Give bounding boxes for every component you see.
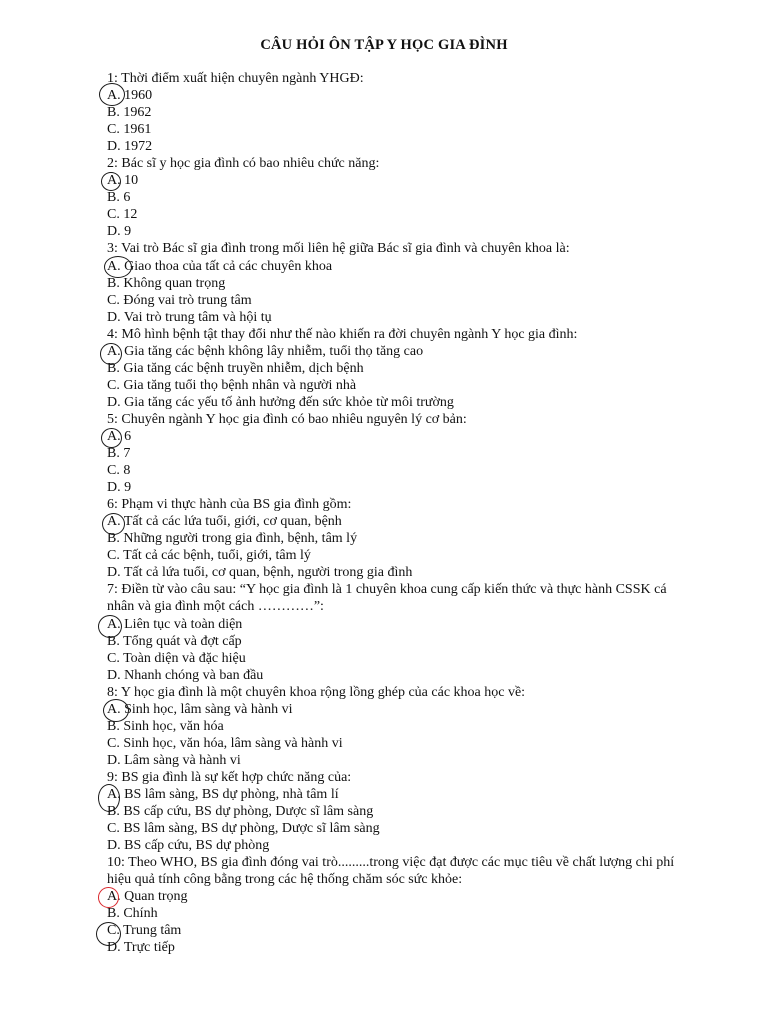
option-letter: A. — [107, 343, 121, 359]
option-text: Tất cả lứa tuổi, cơ quan, bệnh, người trong gia đình — [123, 565, 413, 581]
option-text: Giao thoa của tất cả các chuyên khoa — [124, 258, 333, 274]
option-text: 10 — [124, 173, 139, 189]
answer-option — [107, 888, 707, 905]
option-letter: A. — [107, 889, 121, 905]
answer-option — [107, 428, 707, 445]
option-letter: A. — [107, 616, 121, 632]
option-text: 7 — [123, 446, 131, 462]
option-letter: B. — [107, 718, 120, 734]
option-text: Gia tăng các bệnh không lây nhiễm, tuổi thọ tăng cao — [124, 343, 424, 359]
option-letter: A. — [107, 173, 121, 189]
answer-option — [107, 922, 707, 939]
option-letter: C. — [107, 207, 120, 223]
option-letter: A. — [107, 258, 121, 274]
question-text: 6: Phạm vi thực hành của BS gia đình gồm: — [107, 497, 352, 513]
option-letter: D. — [107, 752, 121, 768]
option-text: Trung tâm — [123, 923, 182, 939]
question-block — [107, 581, 707, 683]
question-text: 8: Y học gia đình là một chuyên khoa rộng lồng ghép của các khoa học về: — [107, 684, 526, 700]
option-letter: C. — [107, 735, 120, 751]
answer-option — [107, 206, 707, 223]
option-text: Chính — [123, 906, 158, 922]
answer-option — [107, 513, 707, 530]
option-text: Sinh học, văn hóa — [123, 718, 224, 734]
option-text: Gia tăng các bệnh truyền nhiễm, dịch bệnh — [123, 360, 364, 376]
answer-option — [107, 292, 707, 309]
option-text: Lâm sàng và hành vi — [124, 752, 241, 768]
answer-option — [107, 820, 707, 837]
answer-option — [107, 87, 707, 104]
option-text: Đóng vai trò trung tâm — [123, 292, 252, 308]
answer-option — [107, 445, 707, 462]
option-letter: C. — [107, 463, 120, 479]
option-text: Quan trọng — [124, 889, 188, 905]
option-text: 6 — [123, 190, 131, 206]
option-text: Sinh học, văn hóa, lâm sàng và hành vi — [123, 735, 343, 751]
option-letter: A. — [107, 428, 121, 444]
option-letter: B. — [107, 531, 120, 547]
answer-option — [107, 138, 707, 155]
option-text: BS cấp cứu, BS dự phòng — [124, 838, 270, 854]
option-text: 6 — [124, 428, 132, 444]
answer-option — [107, 616, 707, 633]
option-text: Những người trong gia đình, bệnh, tâm lý — [123, 531, 358, 547]
option-letter: C. — [107, 923, 120, 939]
option-letter: C. — [107, 122, 120, 138]
answer-option — [107, 394, 707, 411]
question-block — [107, 70, 707, 155]
question-text: 10: Theo WHO, BS gia đình đóng vai trò.........trong việc đạt được các mục tiêu về chất lượng chi phí hiệu quả tính công bằng trong các hệ thống chăm sóc sức khỏe: — [107, 855, 675, 888]
option-text: Nhanh chóng và ban đầu — [124, 667, 264, 683]
question-block — [107, 411, 707, 496]
question-block — [107, 326, 707, 411]
option-letter: B. — [107, 446, 120, 462]
option-text: Tất cả các lứa tuổi, giới, cơ quan, bệnh — [123, 514, 342, 530]
option-letter: B. — [107, 633, 120, 649]
answer-option — [107, 275, 707, 292]
answer-option — [107, 564, 707, 581]
option-letter: B. — [107, 105, 120, 121]
option-letter: C. — [107, 821, 120, 837]
option-letter: C. — [107, 548, 120, 564]
answer-option — [107, 309, 707, 326]
option-letter: D. — [107, 940, 121, 956]
question-text: 9: BS gia đình là sự kết hợp chức năng của: — [107, 769, 352, 785]
option-text: BS lâm sàng, BS dự phòng, Dược sĩ lâm sàng — [123, 821, 380, 837]
answer-option — [107, 735, 707, 752]
option-letter: D. — [107, 139, 121, 155]
answer-option — [107, 172, 707, 189]
option-letter: B. — [107, 906, 120, 922]
answer-option — [107, 479, 707, 496]
document-title: CÂU HỎI ÔN TẬP Y HỌC GIA ĐÌNH — [260, 37, 508, 53]
answer-option — [107, 104, 707, 121]
answer-option — [107, 360, 707, 377]
option-letter: B. — [107, 360, 120, 376]
option-text: Vai trò trung tâm và hội tụ — [123, 309, 272, 325]
answer-option — [107, 701, 707, 718]
option-text: Gia tăng tuổi thọ bệnh nhân và người nhà — [123, 377, 357, 393]
question-text: 2: Bác sĩ y học gia đình có bao nhiêu chức năng: — [107, 156, 380, 172]
question-text: 5: Chuyên ngành Y học gia đình có bao nhiêu nguyên lý cơ bản: — [107, 411, 467, 427]
option-letter: B. — [107, 190, 120, 206]
option-letter: C. — [107, 377, 120, 393]
answer-option — [107, 786, 707, 803]
option-text: Gia tăng các yếu tố ảnh hưởng đến sức khỏe từ môi trường — [124, 394, 454, 410]
option-letter: D. — [107, 480, 121, 496]
question-block — [107, 769, 707, 854]
question-block — [107, 684, 707, 769]
option-text: 8 — [123, 463, 131, 479]
question-block — [107, 155, 707, 240]
answer-option — [107, 189, 707, 206]
option-text: 12 — [123, 207, 138, 223]
option-letter: A. — [107, 514, 121, 530]
option-letter: D. — [107, 565, 121, 581]
question-text: 7: Điền từ vào câu sau: “Y học gia đình là 1 chuyên khoa cung cấp kiến thức và thực hành CSSK cá nhân và gia đình một cách …………”: — [107, 582, 667, 615]
question-text: 4: Mô hình bệnh tật thay đổi như thế nào khiến ra đời chuyên ngành Y học gia đình: — [107, 326, 578, 342]
option-text: 1962 — [123, 105, 152, 121]
question-block — [107, 496, 707, 581]
question-block — [107, 854, 707, 956]
question-list — [107, 70, 707, 956]
answer-option — [107, 803, 707, 820]
answer-option — [107, 343, 707, 360]
option-text: BS cấp cứu, BS dự phòng, Dược sĩ lâm sàng — [123, 804, 374, 820]
option-text: Không quan trọng — [123, 275, 226, 291]
option-letter: D. — [107, 224, 121, 240]
option-text: Toàn diện và đặc hiệu — [123, 650, 246, 666]
option-text: Liên tục và toàn diện — [124, 616, 243, 632]
question-text: 1: Thời điểm xuất hiện chuyên ngành YHGĐ: — [107, 71, 364, 86]
answer-option — [107, 718, 707, 735]
question-block — [107, 240, 707, 325]
option-text: Tất cả các bệnh, tuổi, giới, tâm lý — [123, 548, 311, 564]
option-letter: A. — [107, 786, 121, 802]
answer-option — [107, 223, 707, 240]
option-letter: B. — [107, 275, 120, 291]
question-text: 3: Vai trò Bác sĩ gia đình trong mối liên hệ giữa Bác sĩ gia đình và chuyên khoa là: — [107, 241, 570, 257]
option-text: 1961 — [123, 122, 152, 138]
option-letter: B. — [107, 804, 120, 820]
option-letter: C. — [107, 650, 120, 666]
answer-option — [107, 633, 707, 650]
option-text: 9 — [124, 480, 132, 496]
answer-option — [107, 530, 707, 547]
option-letter: D. — [107, 667, 121, 683]
option-letter: C. — [107, 292, 120, 308]
option-text: 9 — [124, 224, 132, 240]
option-text: BS lâm sàng, BS dự phòng, nhà tâm lí — [124, 786, 339, 802]
option-letter: A. — [107, 701, 121, 717]
option-letter: A. — [107, 88, 121, 104]
answer-option — [107, 258, 707, 275]
answer-option — [107, 752, 707, 769]
answer-option — [107, 837, 707, 854]
option-text: Tổng quát và đợt cấp — [123, 633, 242, 649]
option-text: Sinh học, lâm sàng và hành vi — [124, 701, 293, 717]
option-letter: D. — [107, 394, 121, 410]
answer-option — [107, 667, 707, 684]
answer-option — [107, 377, 707, 394]
option-letter: D. — [107, 838, 121, 854]
answer-option — [107, 905, 707, 922]
option-letter: D. — [107, 309, 121, 325]
answer-option — [107, 650, 707, 667]
answer-option — [107, 939, 707, 956]
option-text: Trực tiếp — [123, 940, 175, 956]
answer-option — [107, 121, 707, 138]
answer-option — [107, 462, 707, 479]
option-text: 1960 — [124, 88, 153, 104]
option-text: 1972 — [124, 139, 153, 155]
answer-option — [107, 547, 707, 564]
